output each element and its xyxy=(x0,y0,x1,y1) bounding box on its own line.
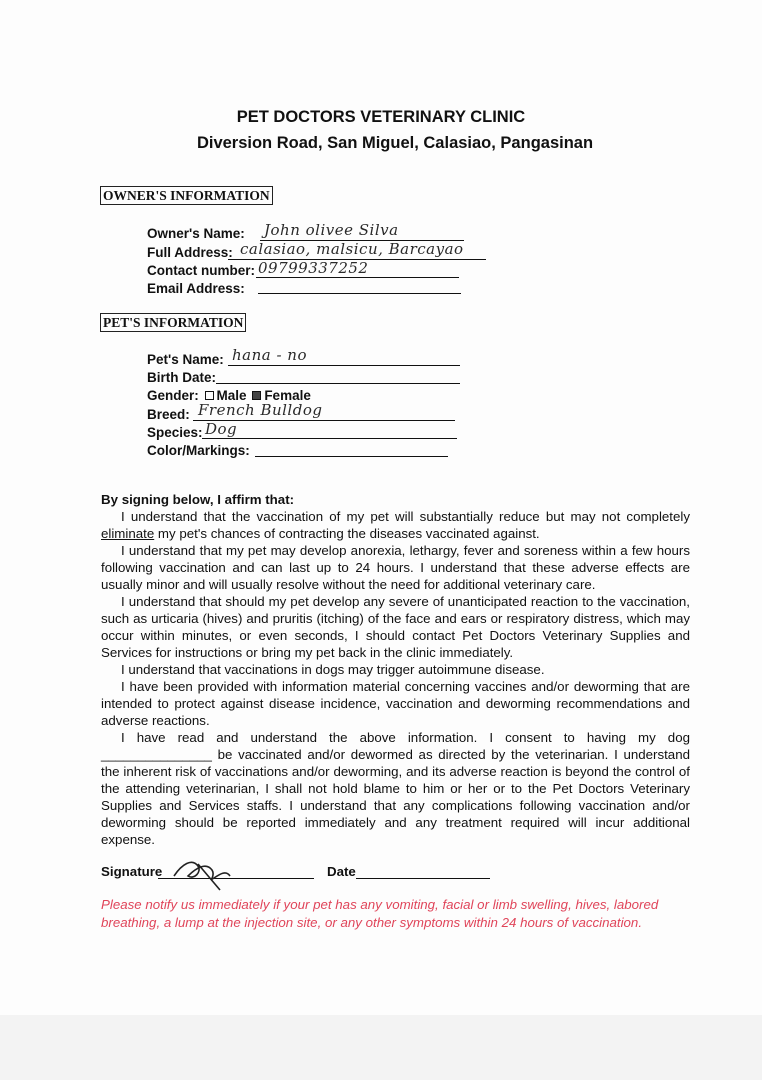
signature-label: Signature xyxy=(101,864,163,879)
species-line xyxy=(202,438,457,439)
owner-email-line[interactable] xyxy=(258,293,461,294)
owner-section-title: OWNER'S INFORMATION xyxy=(100,186,273,205)
birth-date-line[interactable] xyxy=(216,383,460,384)
signature-scribble xyxy=(170,854,240,894)
breed-label: Breed: xyxy=(147,407,190,422)
scan-edge xyxy=(0,1015,762,1080)
affirmation-body xyxy=(101,508,690,848)
species-value[interactable]: Dog xyxy=(205,420,238,438)
affirmation-p2: I understand that my pet may develop anorexia, lethargy, fever and soreness within a few hours following vaccination and can last up to 24 hours. I understand that these adverse effects are usually minor and will usually resolve without the need for additional veterinary care. xyxy=(101,543,690,592)
breed-value[interactable]: French Bulldog xyxy=(198,401,323,419)
owner-contact-label: Contact number: xyxy=(147,263,255,278)
affirmation-p6: I have read and understand the above information. I consent to having my dog _______________ be vaccinated and/or dewormed as directed by the veterinarian. I understand the inherent risk of vaccinations and/or deworming, and its adverse reaction is beyond the control of the attending veterinarian, I shall not hold blame to him or her or to the Pet Doctors Veterinary Supplies and Services staffs. I understand that any complications following vaccination and/or deworming should be reported immediately and any treatment required will incur additional expense. xyxy=(101,730,690,847)
clinic-address: Diversion Road, San Miguel, Calasiao, Pangasinan xyxy=(196,134,594,152)
pet-name-label: Pet's Name: xyxy=(147,352,224,367)
male-checkbox[interactable] xyxy=(205,391,214,400)
owner-email-label: Email Address: xyxy=(147,281,245,296)
affirmation-p3: I understand that should my pet develop any severe of unanticipated reaction to the vaccination, such as urticaria (hives) and pruritis (itching) of the face and ears or respiratory distress, which may occur within minutes, or even seconds, I should contact Pet Doctors Veterinary Supplies and Services for instructions or bring my pet back in the clinic immediately. xyxy=(101,594,690,660)
pet-name-line xyxy=(228,365,460,366)
affirmation-p1: I understand that the vaccination of my pet will substantially reduce but may not completely eliminate my pet's chances of contracting the diseases vaccinated against. xyxy=(101,509,690,541)
gender-label: Gender: xyxy=(147,388,199,403)
clinic-name: PET DOCTORS VETERINARY CLINIC xyxy=(236,108,526,126)
owner-name-label: Owner's Name: xyxy=(147,226,245,241)
birth-date-label: Birth Date: xyxy=(147,370,217,385)
owner-contact-line xyxy=(256,277,459,278)
male-label: Male xyxy=(216,388,247,403)
female-checkbox[interactable] xyxy=(252,391,261,400)
pet-name-value[interactable]: hana - no xyxy=(232,346,308,364)
owner-address-label: Full Address: xyxy=(147,245,233,260)
affirmation-title: By signing below, I affirm that: xyxy=(101,492,295,507)
female-label: Female xyxy=(264,388,311,403)
owner-address-value[interactable]: calasiao, malsicu, Barcayao xyxy=(240,240,464,258)
pet-section-title: PET'S INFORMATION xyxy=(100,313,246,332)
date-label: Date xyxy=(327,864,356,879)
affirmation-p5: I have been provided with information material concerning vaccines and/or deworming that are intended to protect against disease incidence, vaccination and deworming recommendations and adverse reactions. xyxy=(101,679,690,728)
species-label: Species: xyxy=(147,425,203,440)
post-vaccination-notice: Please notify us immediately if your pet has any vomiting, facial or limb swelling, hives, labored breathing, a lump at the injection site, or any other symptoms within 24 hours of vaccination. xyxy=(101,897,659,930)
owner-contact-value[interactable]: 09799337252 xyxy=(258,259,369,277)
owner-name-value[interactable]: John olivee Silva xyxy=(264,221,399,239)
affirmation-p4: I understand that vaccinations in dogs may trigger autoimmune disease. xyxy=(121,662,545,677)
color-line[interactable] xyxy=(255,456,448,457)
color-label: Color/Markings: xyxy=(147,443,250,458)
date-line[interactable] xyxy=(356,878,490,879)
